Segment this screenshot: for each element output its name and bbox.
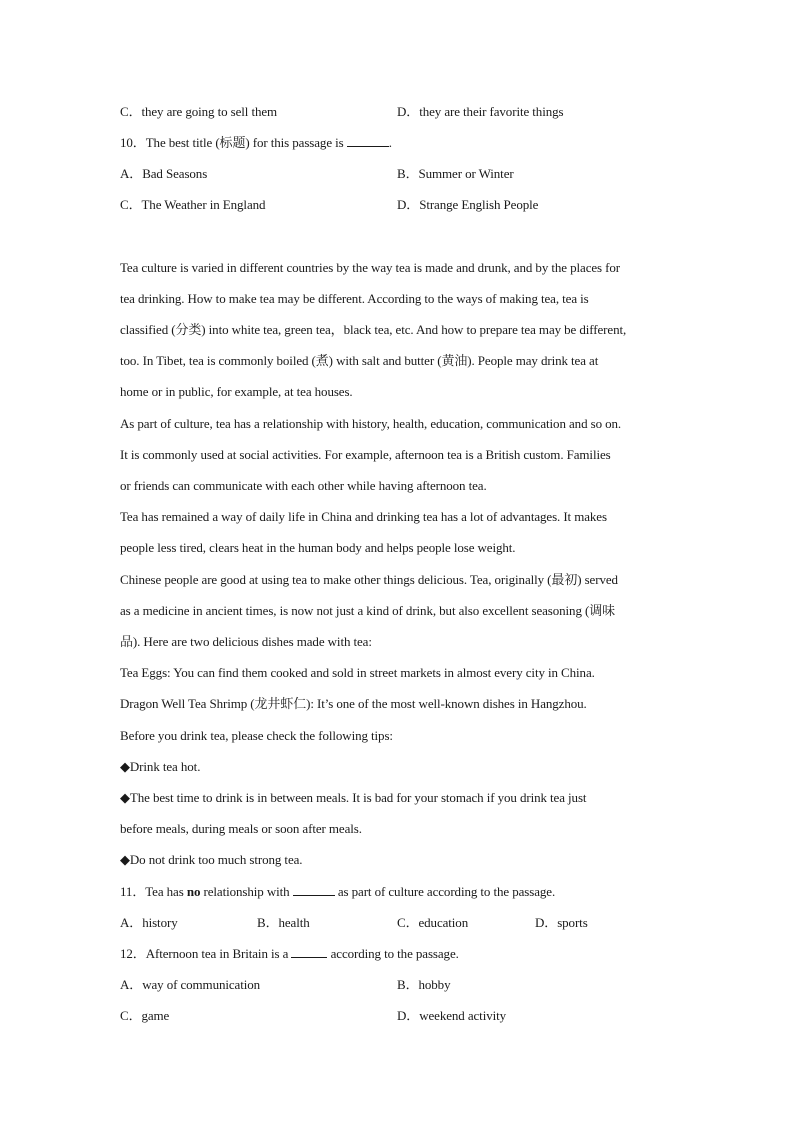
tip-item: ◆The best time to drink is in between meals. It is bad for your stomach if you drink tea just	[120, 790, 587, 805]
passage-line: tea drinking. How to make tea may be different. According to the ways of making tea, tea is	[120, 291, 589, 306]
q10-option-b[interactable]: B．Summer or Winter	[397, 166, 514, 181]
q10-stem-end: .	[388, 135, 392, 150]
answer-blank	[293, 884, 335, 896]
passage-line: Chinese people are good at using tea to make other things delicious. Tea, originally (最初) served	[120, 572, 618, 587]
q12-option-c[interactable]: C．game	[120, 1008, 170, 1023]
q10-option-c[interactable]: C．The Weather in England	[120, 197, 266, 212]
passage-line: It is commonly used at social activities. For example, afternoon tea is a British custom. Families	[120, 447, 611, 462]
passage-line: Tea has remained a way of daily life in China and drinking tea has a lot of advantages. It makes	[120, 509, 607, 524]
q11-option-c[interactable]: C．education	[397, 915, 469, 930]
q11-stem	[120, 884, 555, 900]
q11-stem-text-2: relationship with	[200, 884, 290, 899]
passage-line: 品). Here are two delicious dishes made with tea:	[120, 634, 372, 649]
q12-option-d[interactable]: D．weekend activity	[397, 1008, 507, 1023]
passage-line: or friends can communicate with each other while having afternoon tea.	[120, 478, 487, 493]
passage-line: home or in public, for example, at tea houses.	[120, 384, 353, 399]
passage-line: Before you drink tea, please check the following tips:	[120, 728, 393, 743]
q10-option-a[interactable]: A．Bad Seasons	[120, 166, 208, 181]
q10-option-d[interactable]: D．Strange English People	[397, 197, 539, 212]
q11-stem-end: as part of culture according to the passage.	[334, 884, 556, 899]
answer-blank	[347, 135, 389, 147]
answer-blank	[291, 946, 327, 958]
passage-line: too. In Tibet, tea is commonly boiled (煮) with salt and butter (黄油). People may drink tea at	[120, 353, 599, 368]
q12-option-b[interactable]: B．hobby	[397, 977, 451, 992]
q12-stem	[120, 946, 459, 962]
passage-line: people less tired, clears heat in the human body and helps people lose weight.	[120, 540, 516, 555]
q11-option-d[interactable]: D．sports	[535, 915, 588, 930]
passage-line: Dragon Well Tea Shrimp (龙井虾仁): It’s one of the most well-known dishes in Hangzhou.	[120, 696, 587, 711]
tip-item-continued: before meals, during meals or soon after meals.	[120, 821, 362, 836]
q11-option-b[interactable]: B．health	[257, 915, 310, 930]
q9-option-d[interactable]: D．they are their favorite things	[397, 104, 564, 119]
tip-item: ◆Drink tea hot.	[120, 759, 201, 774]
q11-stem-text: 11．Tea has	[120, 884, 187, 899]
q12-option-a[interactable]: A．way of communication	[120, 977, 261, 992]
q10-stem	[120, 135, 392, 151]
passage-line: as a medicine in ancient times, is now not just a kind of drink, but also excellent seasoning (调味	[120, 603, 616, 618]
q10-stem-text: 10．The best title (标题) for this passage is	[120, 135, 344, 150]
q12-stem-text: 12．Afternoon tea in Britain is a	[120, 946, 289, 961]
passage-line: Tea culture is varied in different countries by the way tea is made and drunk, and by the places for	[120, 260, 621, 275]
passage-line: As part of culture, tea has a relationship with history, health, education, communication and so on.	[120, 416, 622, 431]
passage-line: classified (分类) into white tea, green tea，black tea, etc. And how to prepare tea may be different,	[120, 322, 627, 337]
q11-emphasis: no	[186, 884, 201, 899]
q9-option-c[interactable]: C．they are going to sell them	[120, 104, 278, 119]
q11-option-a[interactable]: A．history	[120, 915, 178, 930]
tip-item: ◆Do not drink too much strong tea.	[120, 852, 303, 867]
q12-stem-end: according to the passage.	[327, 946, 459, 961]
passage-line: Tea Eggs: You can find them cooked and sold in street markets in almost every city in China.	[120, 665, 595, 680]
